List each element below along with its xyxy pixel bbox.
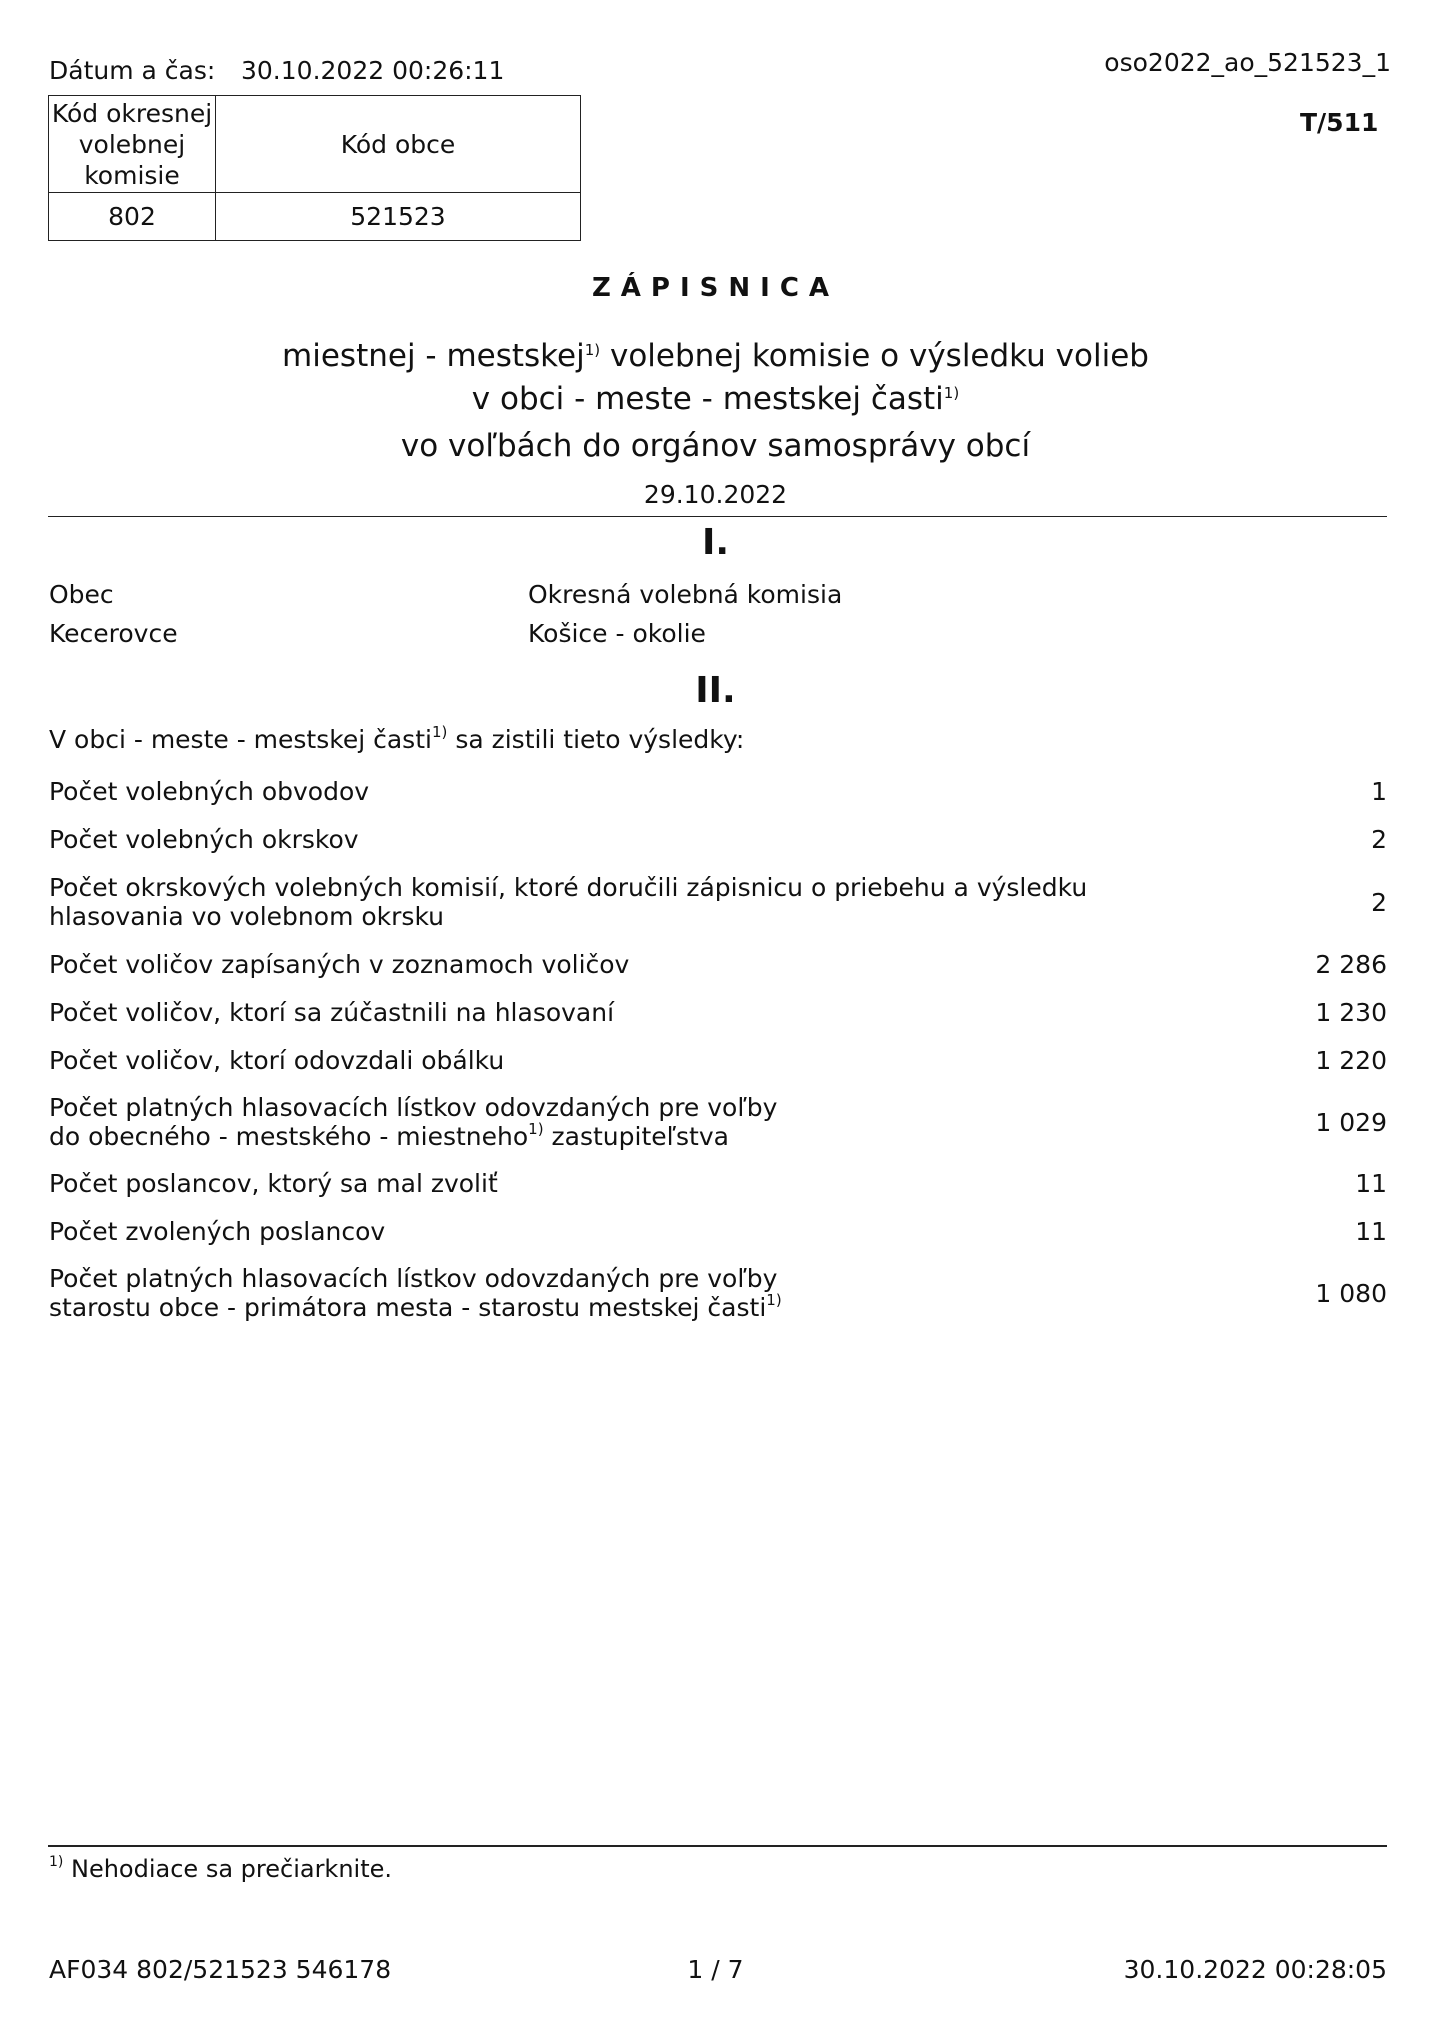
municipality-value: Kecerovce <box>49 619 178 648</box>
district-commission-code-header <box>49 96 216 193</box>
footnote-marker: 1) <box>431 723 448 741</box>
page-number: 1 / 7 <box>687 1955 744 1984</box>
label-text: do obecného - mestského - miestneho <box>49 1122 529 1151</box>
form-code: T/511 <box>1300 108 1379 137</box>
intro-text: V obci - meste - mestskej časti <box>49 725 432 754</box>
document-title: ZÁPISNICA <box>591 273 840 303</box>
election-date: 29.10.2022 <box>643 480 788 509</box>
result-value: 1 080 <box>1315 1279 1387 1308</box>
result-value: 1 230 <box>1315 998 1387 1027</box>
result-label-line: Počet okrskových volebných komisií, ktoré doručili zápisnicu o priebehu a výsledku <box>49 873 1088 902</box>
footnote-marker: 1) <box>584 341 601 359</box>
footnote-marker: 1) <box>528 1120 544 1138</box>
result-label: Počet voličov, ktorí odovzdali obálku <box>49 1046 505 1075</box>
result-value: 1 029 <box>1315 1108 1387 1137</box>
result-value: 11 <box>1355 1169 1387 1198</box>
footnote-marker: 1) <box>766 1291 782 1309</box>
footer-timestamp: 30.10.2022 00:28:05 <box>1123 1955 1387 1984</box>
result-label <box>49 873 1149 931</box>
result-label-line: Počet platných hlasovacích lístkov odovzdaných pre voľby <box>49 1093 778 1122</box>
result-label-line: hlasovania vo volebnom okrsku <box>49 902 444 931</box>
label-text: zastupiteľstva <box>543 1122 729 1151</box>
datetime-value: 30.10.2022 00:26:11 <box>241 56 505 85</box>
result-label: Počet voličov zapísaných v zoznamoch voličov <box>49 950 630 979</box>
result-label: Počet volebných okrskov <box>49 825 359 854</box>
result-value: 1 <box>1371 777 1387 806</box>
result-label-line: Počet platných hlasovacích lístkov odovzdaných pre voľby <box>49 1264 778 1293</box>
section-1-heading: I. <box>701 522 730 563</box>
footnote-marker: 1) <box>943 384 960 402</box>
document-id: oso2022_ao_521523_1 <box>1104 48 1391 77</box>
results-intro <box>49 725 744 754</box>
subtitle-line-2 <box>0 381 1431 417</box>
district-commission-code-value: 802 <box>49 193 216 241</box>
footnote-text: Nehodiace sa prečiarknite. <box>63 1855 393 1883</box>
footnote-divider <box>48 1845 1387 1847</box>
district-commission-value: Košice - okolie <box>528 619 706 648</box>
footer-reference: AF034 802/521523 546178 <box>49 1955 392 1984</box>
result-value: 11 <box>1355 1217 1387 1246</box>
result-value: 2 286 <box>1315 950 1387 979</box>
municipality-label: Obec <box>49 580 114 609</box>
result-label <box>49 1264 1149 1322</box>
subtitle-text: miestnej - mestskej <box>282 338 585 374</box>
result-label-line <box>49 1293 1149 1322</box>
municipality-code-value: 521523 <box>216 193 581 241</box>
result-value: 2 <box>1371 888 1387 917</box>
subtitle-text: volebnej komisie o výsledku volieb <box>600 338 1149 374</box>
header-line: Kód okresnej <box>51 98 213 128</box>
result-label <box>49 1093 1149 1151</box>
subtitle-text: v obci - meste - mestskej časti <box>471 381 944 417</box>
datetime-label: Dátum a čas: <box>49 56 216 85</box>
municipality-code-header: Kód obce <box>216 96 581 193</box>
intro-text: sa zistili tieto výsledky: <box>447 725 745 754</box>
result-value: 2 <box>1371 825 1387 854</box>
district-commission-label: Okresná volebná komisia <box>528 580 843 609</box>
subtitle-line-3: vo voľbách do orgánov samosprávy obcí <box>400 428 1031 464</box>
result-label: Počet volebných obvodov <box>49 777 370 806</box>
result-label-line <box>49 1122 1149 1151</box>
result-value: 1 220 <box>1315 1046 1387 1075</box>
header-line: komisie <box>84 160 180 190</box>
label-text: starostu obce - primátora mesta - starostu mestskej časti <box>49 1293 767 1322</box>
footnote-marker: 1) <box>49 1854 64 1870</box>
result-label: Počet poslancov, ktorý sa mal zvoliť <box>49 1169 498 1198</box>
divider <box>48 516 1387 517</box>
result-label: Počet voličov, ktorí sa zúčastnili na hlasovaní <box>49 998 615 1027</box>
codes-table <box>48 95 581 241</box>
subtitle-line-1 <box>0 338 1431 374</box>
header-line: volebnej <box>78 129 186 159</box>
section-2-heading: II. <box>695 670 736 711</box>
footnote <box>49 1855 392 1883</box>
result-label: Počet zvolených poslancov <box>49 1217 386 1246</box>
